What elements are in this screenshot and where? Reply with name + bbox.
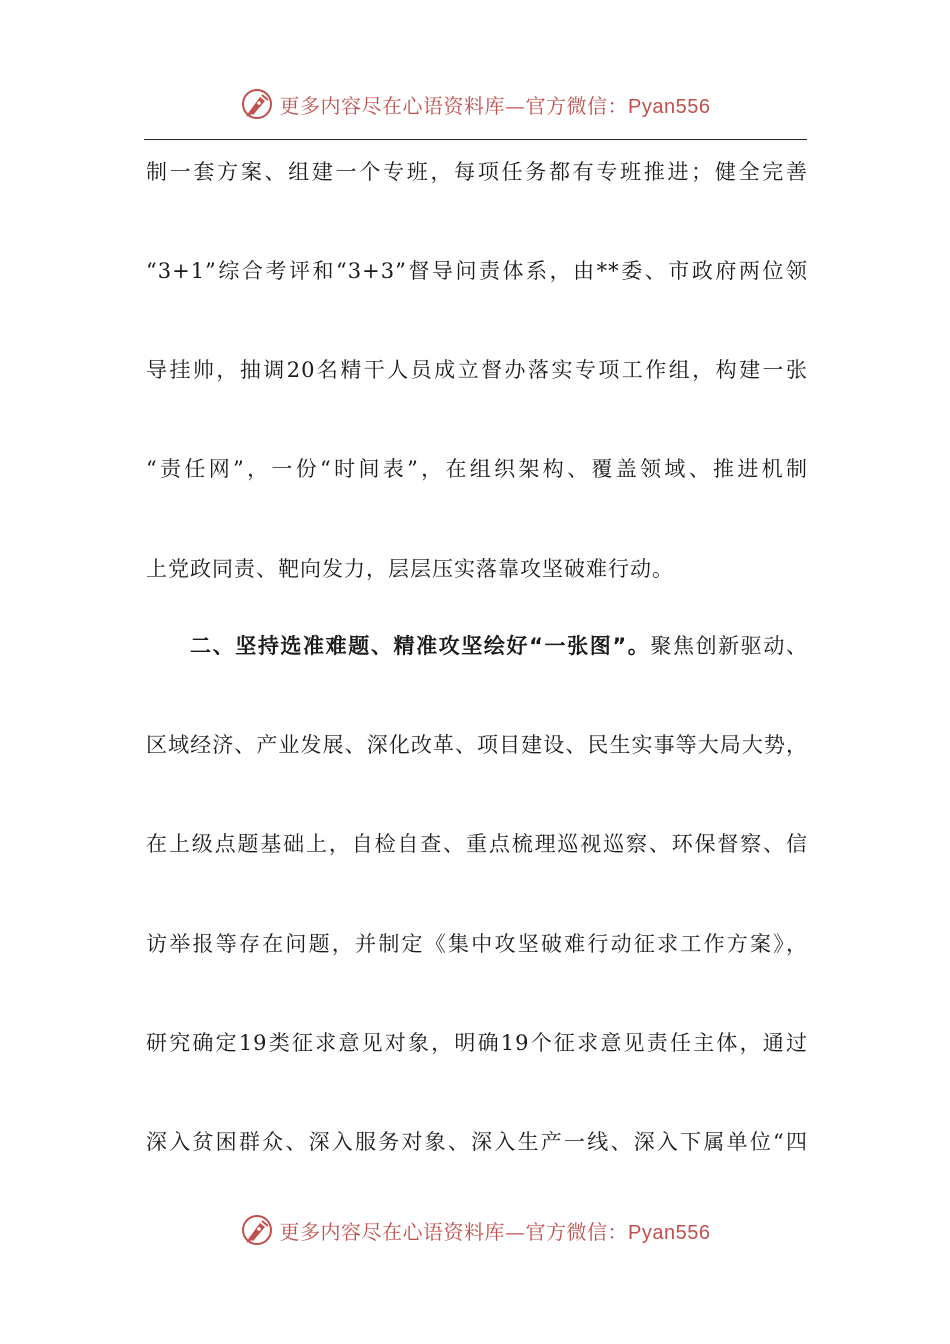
- pen-nib-logo-icon: [240, 1213, 274, 1247]
- header-rule: [144, 139, 807, 140]
- body-line: 深入贫困群众、深入服务对象、深入生产一线、深入下属单位“四: [146, 1130, 808, 1154]
- body-line: 上党政同责、靶向发力，层层压实落靠攻坚破难行动。: [146, 557, 674, 581]
- watermark-wechat-id: Pyan556: [628, 1221, 711, 1244]
- body-line: “责任网”，一份“时间表”，在组织架构、覆盖领域、推进机制: [146, 457, 808, 481]
- watermark-text: 更多内容尽在心语资料库—官方微信：Pyan556: [279, 1219, 711, 1244]
- footer-watermark: [0, 1210, 950, 1250]
- body-line: 研究确定19类征求意见对象，明确19个征求意见责任主体，通过: [146, 1031, 808, 1055]
- body-line: 区域经济、产业发展、深化改革、项目建设、民生实事等大局大势，: [146, 733, 808, 757]
- body-line: 访举报等存在问题，并制定《集中攻坚破难行动征求工作方案》，: [146, 932, 808, 956]
- body-line: 导挂帅，抽调20名精干人员成立督办落实专项工作组，构建一张: [146, 358, 808, 382]
- header-watermark: [0, 84, 950, 124]
- watermark-text: 更多内容尽在心语资料库—官方微信：Pyan556: [279, 93, 711, 118]
- section-heading: 二、坚持选准难题、精准攻坚绘好“一张图”。: [190, 634, 651, 658]
- watermark-wechat-id: Pyan556: [628, 95, 711, 118]
- pen-nib-logo-icon: [240, 87, 274, 121]
- body-line: 制一套方案、组建一个专班，每项任务都有专班推进；健全完善: [146, 160, 808, 184]
- body-line: 在上级点题基础上，自检自查、重点梳理巡视巡察、环保督察、信: [146, 832, 808, 856]
- section-heading-continuation: 聚焦创新驱动、: [650, 634, 809, 658]
- section-heading-line: [146, 626, 808, 666]
- body-line: “3+1”综合考评和“3+3”督导问责体系，由**委、市政府两位领: [146, 259, 808, 283]
